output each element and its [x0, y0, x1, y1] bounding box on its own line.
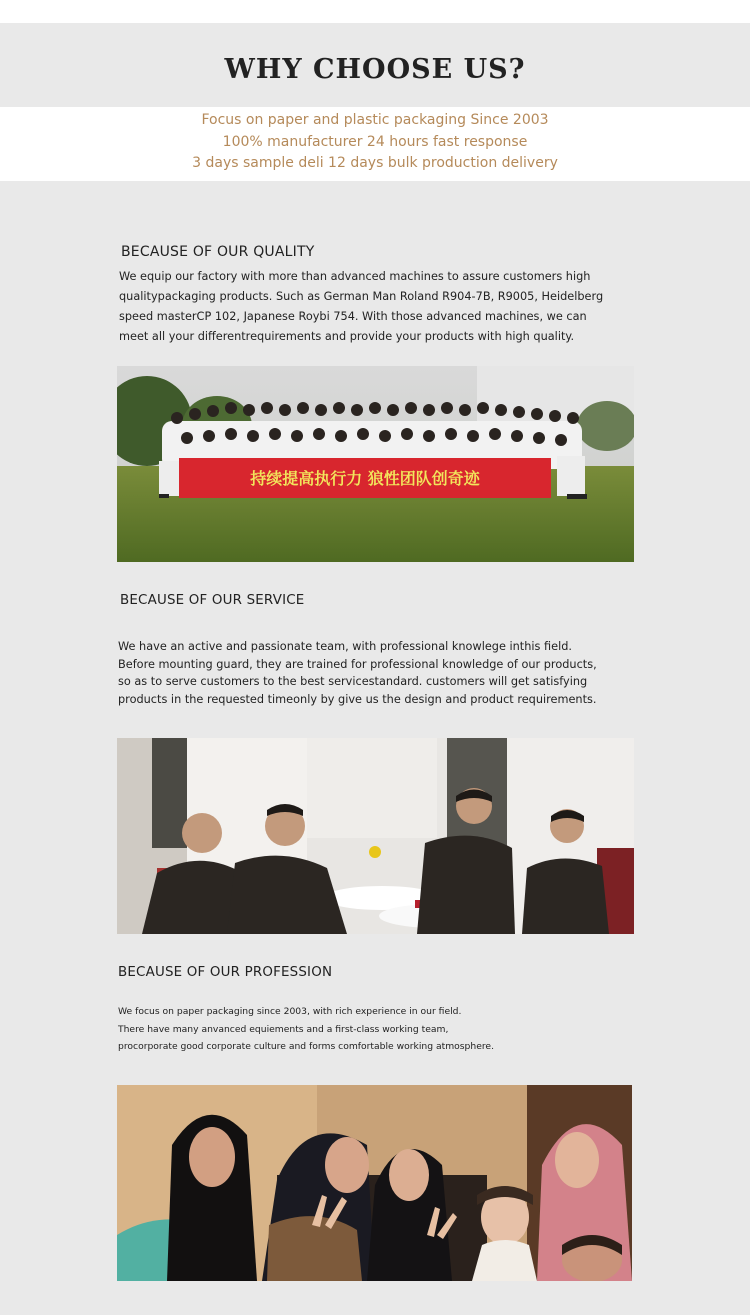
- service-paragraph: We have an active and passionate team, with professional knowlege inthis field. Before mounting guard, they are trained for professional knowledge of our products, so as to serve customers to the best servicestandard. customers will get satisfying products in the requested timeonly by give us the design and product requirements.: [118, 640, 597, 706]
- profession-paragraph: [118, 1003, 618, 1056]
- profession-line-3: procorporate good corporate culture and forms comfortable working atmosphere.: [118, 1041, 495, 1052]
- profession-line-2: There have many anvanced equiements and a first-class working team,: [118, 1023, 449, 1035]
- group-photo: [117, 1085, 632, 1281]
- team-photo: [117, 366, 634, 562]
- profession-heading: BECAUSE OF OUR PROFESSION: [118, 965, 333, 980]
- tagline-line-3: 3 days sample deli 12 days bulk production delivery: [192, 155, 558, 171]
- meeting-photo: [117, 738, 634, 934]
- tagline-line-2: 100% manufacturer 24 hours fast response: [222, 133, 528, 150]
- top-white-strip: [0, 0, 750, 23]
- tagline-box: [0, 107, 750, 181]
- quality-paragraph: We equip our factory with more than advanced machines to assure customers high qualitypackaging products. Such as German Man Roland R904-7B, R9005, Heidelberg speed masterCP 102, Japanese Roybi 754. With those advanced machines, we can meet all your differentrequirements and provide your products with high quality.: [119, 270, 604, 343]
- profession-line-1: We focus on paper packaging since 2003, with rich experience in our field.: [118, 1006, 462, 1017]
- page-title: WHY CHOOSE US?: [224, 54, 526, 85]
- tagline-line-1: Focus on paper and plastic packaging Since 2003: [201, 112, 549, 128]
- quality-heading: BECAUSE OF OUR QUALITY: [121, 244, 315, 260]
- service-heading: BECAUSE OF OUR SERVICE: [120, 593, 305, 608]
- banner-text: 持续提高执行力 狼性团队创奇迹: [250, 469, 480, 488]
